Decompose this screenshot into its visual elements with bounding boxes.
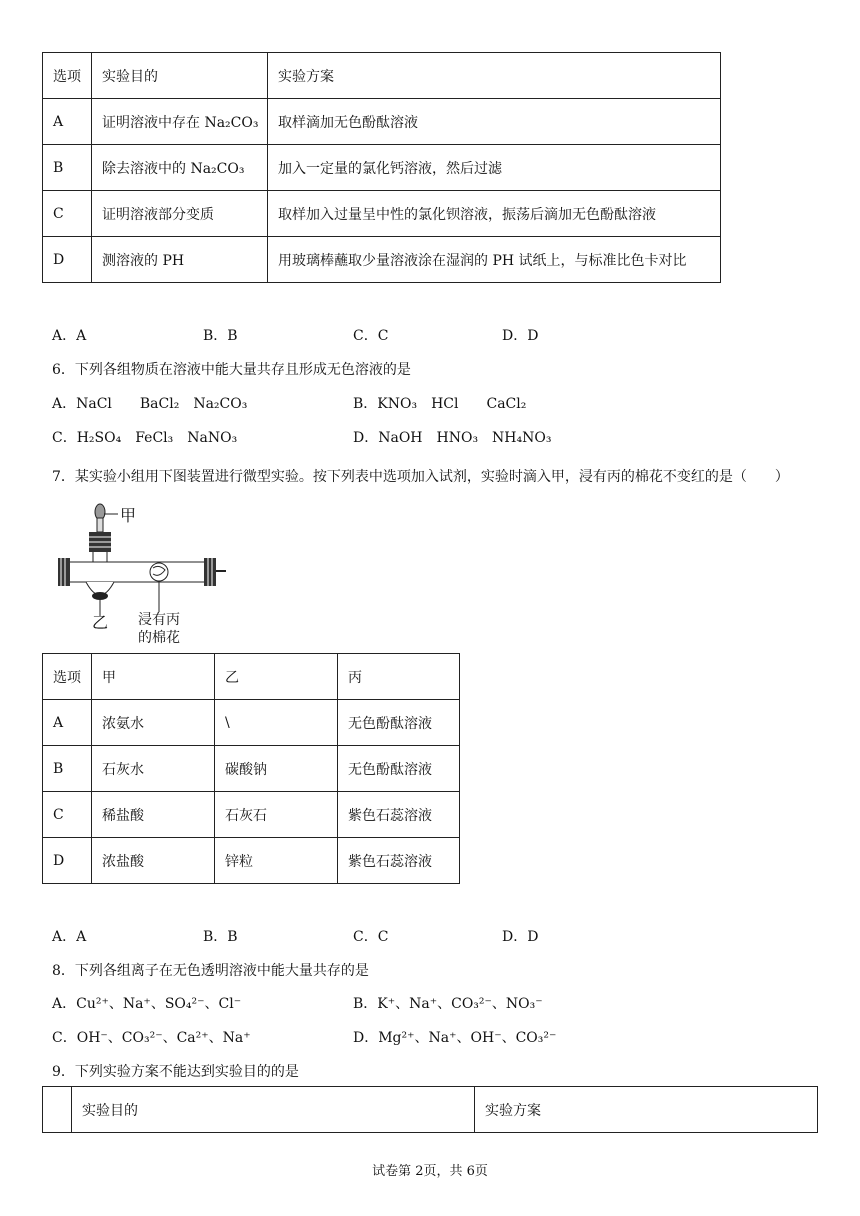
- header-cell: [43, 1087, 72, 1133]
- q5-choice-b: B．B: [203, 328, 238, 344]
- table-cell: 石灰水: [92, 746, 215, 792]
- label-yi: 乙: [92, 613, 109, 632]
- q7-choice-c: C．C: [353, 929, 389, 945]
- q8-option-d: D．Mg²⁺、Na⁺、OH⁻、CO₃²⁻: [353, 1030, 557, 1046]
- q8-stem: 8．下列各组离子在无色透明溶液中能大量共存的是: [52, 963, 369, 979]
- table-row: [43, 237, 721, 283]
- q6-option-a: A．NaCl BaCl₂ Na₂CO₃: [52, 396, 248, 412]
- q5-choice-c: C．C: [353, 328, 389, 344]
- label-jia: 甲: [120, 506, 137, 525]
- table-row: [43, 700, 460, 746]
- table-cell: 石灰石: [215, 792, 338, 838]
- q7-stem: 7．某实验小组用下图装置进行微型实验。按下列表中选项加入试剂，实验时滴入甲，浸有丙的棉花不变红的是（ ）: [52, 469, 789, 485]
- table-cell: B: [43, 746, 92, 792]
- table-row: [43, 99, 721, 145]
- table-cell: 浓盐酸: [92, 838, 215, 884]
- q7-choice-d: D．D: [502, 929, 539, 945]
- label-bing-1: 浸有丙: [138, 612, 180, 628]
- table-header-row: [43, 1087, 818, 1133]
- table-cell: 无色酚酞溶液: [338, 700, 460, 746]
- header-cell: 实验方案: [475, 1087, 818, 1133]
- table-cell: D: [43, 838, 92, 884]
- q9-stem: 9．下列实验方案不能达到实验目的的是: [52, 1064, 299, 1080]
- q5-choice-a: A．A: [52, 328, 87, 344]
- table-header-row: [43, 53, 721, 99]
- experiment-table-9: [42, 1086, 818, 1133]
- table-cell: 加入一定量的氯化钙溶液，然后过滤: [268, 145, 721, 191]
- table-header-row: [43, 654, 460, 700]
- header-cell: 选项: [43, 654, 92, 700]
- page-footer: 试卷第 2页，共 6页: [372, 1164, 488, 1179]
- q6-option-d: D．NaOH HNO₃ NH₄NO₃: [353, 430, 552, 446]
- q7-choice-a: A．A: [52, 929, 87, 945]
- table-cell: 取样加入过量呈中性的氯化钡溶液，振荡后滴加无色酚酞溶液: [268, 191, 721, 237]
- table-cell: 锌粒: [215, 838, 338, 884]
- table-cell: 浓氨水: [92, 700, 215, 746]
- apparatus-diagram: [56, 500, 231, 648]
- table-cell: 除去溶液中的 Na₂CO₃: [92, 145, 268, 191]
- table-cell: 证明溶液部分变质: [92, 191, 268, 237]
- q8-option-c: C．OH⁻、CO₃²⁻、Ca²⁺、Na⁺: [52, 1030, 251, 1046]
- table-cell: 紫色石蕊溶液: [338, 792, 460, 838]
- q6-option-c: C．H₂SO₄ FeCl₃ NaNO₃: [52, 430, 238, 446]
- table-cell: 证明溶液中存在 Na₂CO₃: [92, 99, 268, 145]
- reagent-table: [42, 653, 460, 884]
- table-row: [43, 792, 460, 838]
- header-cell: 选项: [43, 53, 92, 99]
- table-cell: A: [43, 700, 92, 746]
- header-cell: 丙: [338, 654, 460, 700]
- q8-option-b: B．K⁺、Na⁺、CO₃²⁻、NO₃⁻: [353, 996, 543, 1012]
- header-cell: 乙: [215, 654, 338, 700]
- table-cell: D: [43, 237, 92, 283]
- table-cell: 碳酸钠: [215, 746, 338, 792]
- table-cell: 无色酚酞溶液: [338, 746, 460, 792]
- q8-option-a: A．Cu²⁺、Na⁺、SO₄²⁻、Cl⁻: [52, 996, 242, 1012]
- table-cell: 紫色石蕊溶液: [338, 838, 460, 884]
- label-bing-2: 的棉花: [138, 630, 180, 646]
- header-cell: 甲: [92, 654, 215, 700]
- table-cell: 用玻璃棒蘸取少量溶液涂在湿润的 PH 试纸上，与标准比色卡对比: [268, 237, 721, 283]
- header-cell: 实验目的: [72, 1087, 475, 1133]
- table-row: [43, 145, 721, 191]
- experiment-table-1: [42, 52, 721, 283]
- table-row: [43, 746, 460, 792]
- table-cell: C: [43, 792, 92, 838]
- q6-stem: 6．下列各组物质在溶液中能大量共存且形成无色溶液的是: [52, 362, 411, 378]
- q5-choice-d: D．D: [502, 328, 539, 344]
- table-row: [43, 191, 721, 237]
- header-cell: 实验目的: [92, 53, 268, 99]
- table-cell: 取样滴加无色酚酞溶液: [268, 99, 721, 145]
- header-cell: 实验方案: [268, 53, 721, 99]
- table-cell: \: [215, 700, 338, 746]
- q6-option-b: B．KNO₃ HCl CaCl₂: [353, 396, 527, 412]
- table-cell: B: [43, 145, 92, 191]
- table-cell: A: [43, 99, 92, 145]
- q7-choice-b: B．B: [203, 929, 238, 945]
- table-row: [43, 838, 460, 884]
- table-cell: 测溶液的 PH: [92, 237, 268, 283]
- table-cell: 稀盐酸: [92, 792, 215, 838]
- table-cell: C: [43, 191, 92, 237]
